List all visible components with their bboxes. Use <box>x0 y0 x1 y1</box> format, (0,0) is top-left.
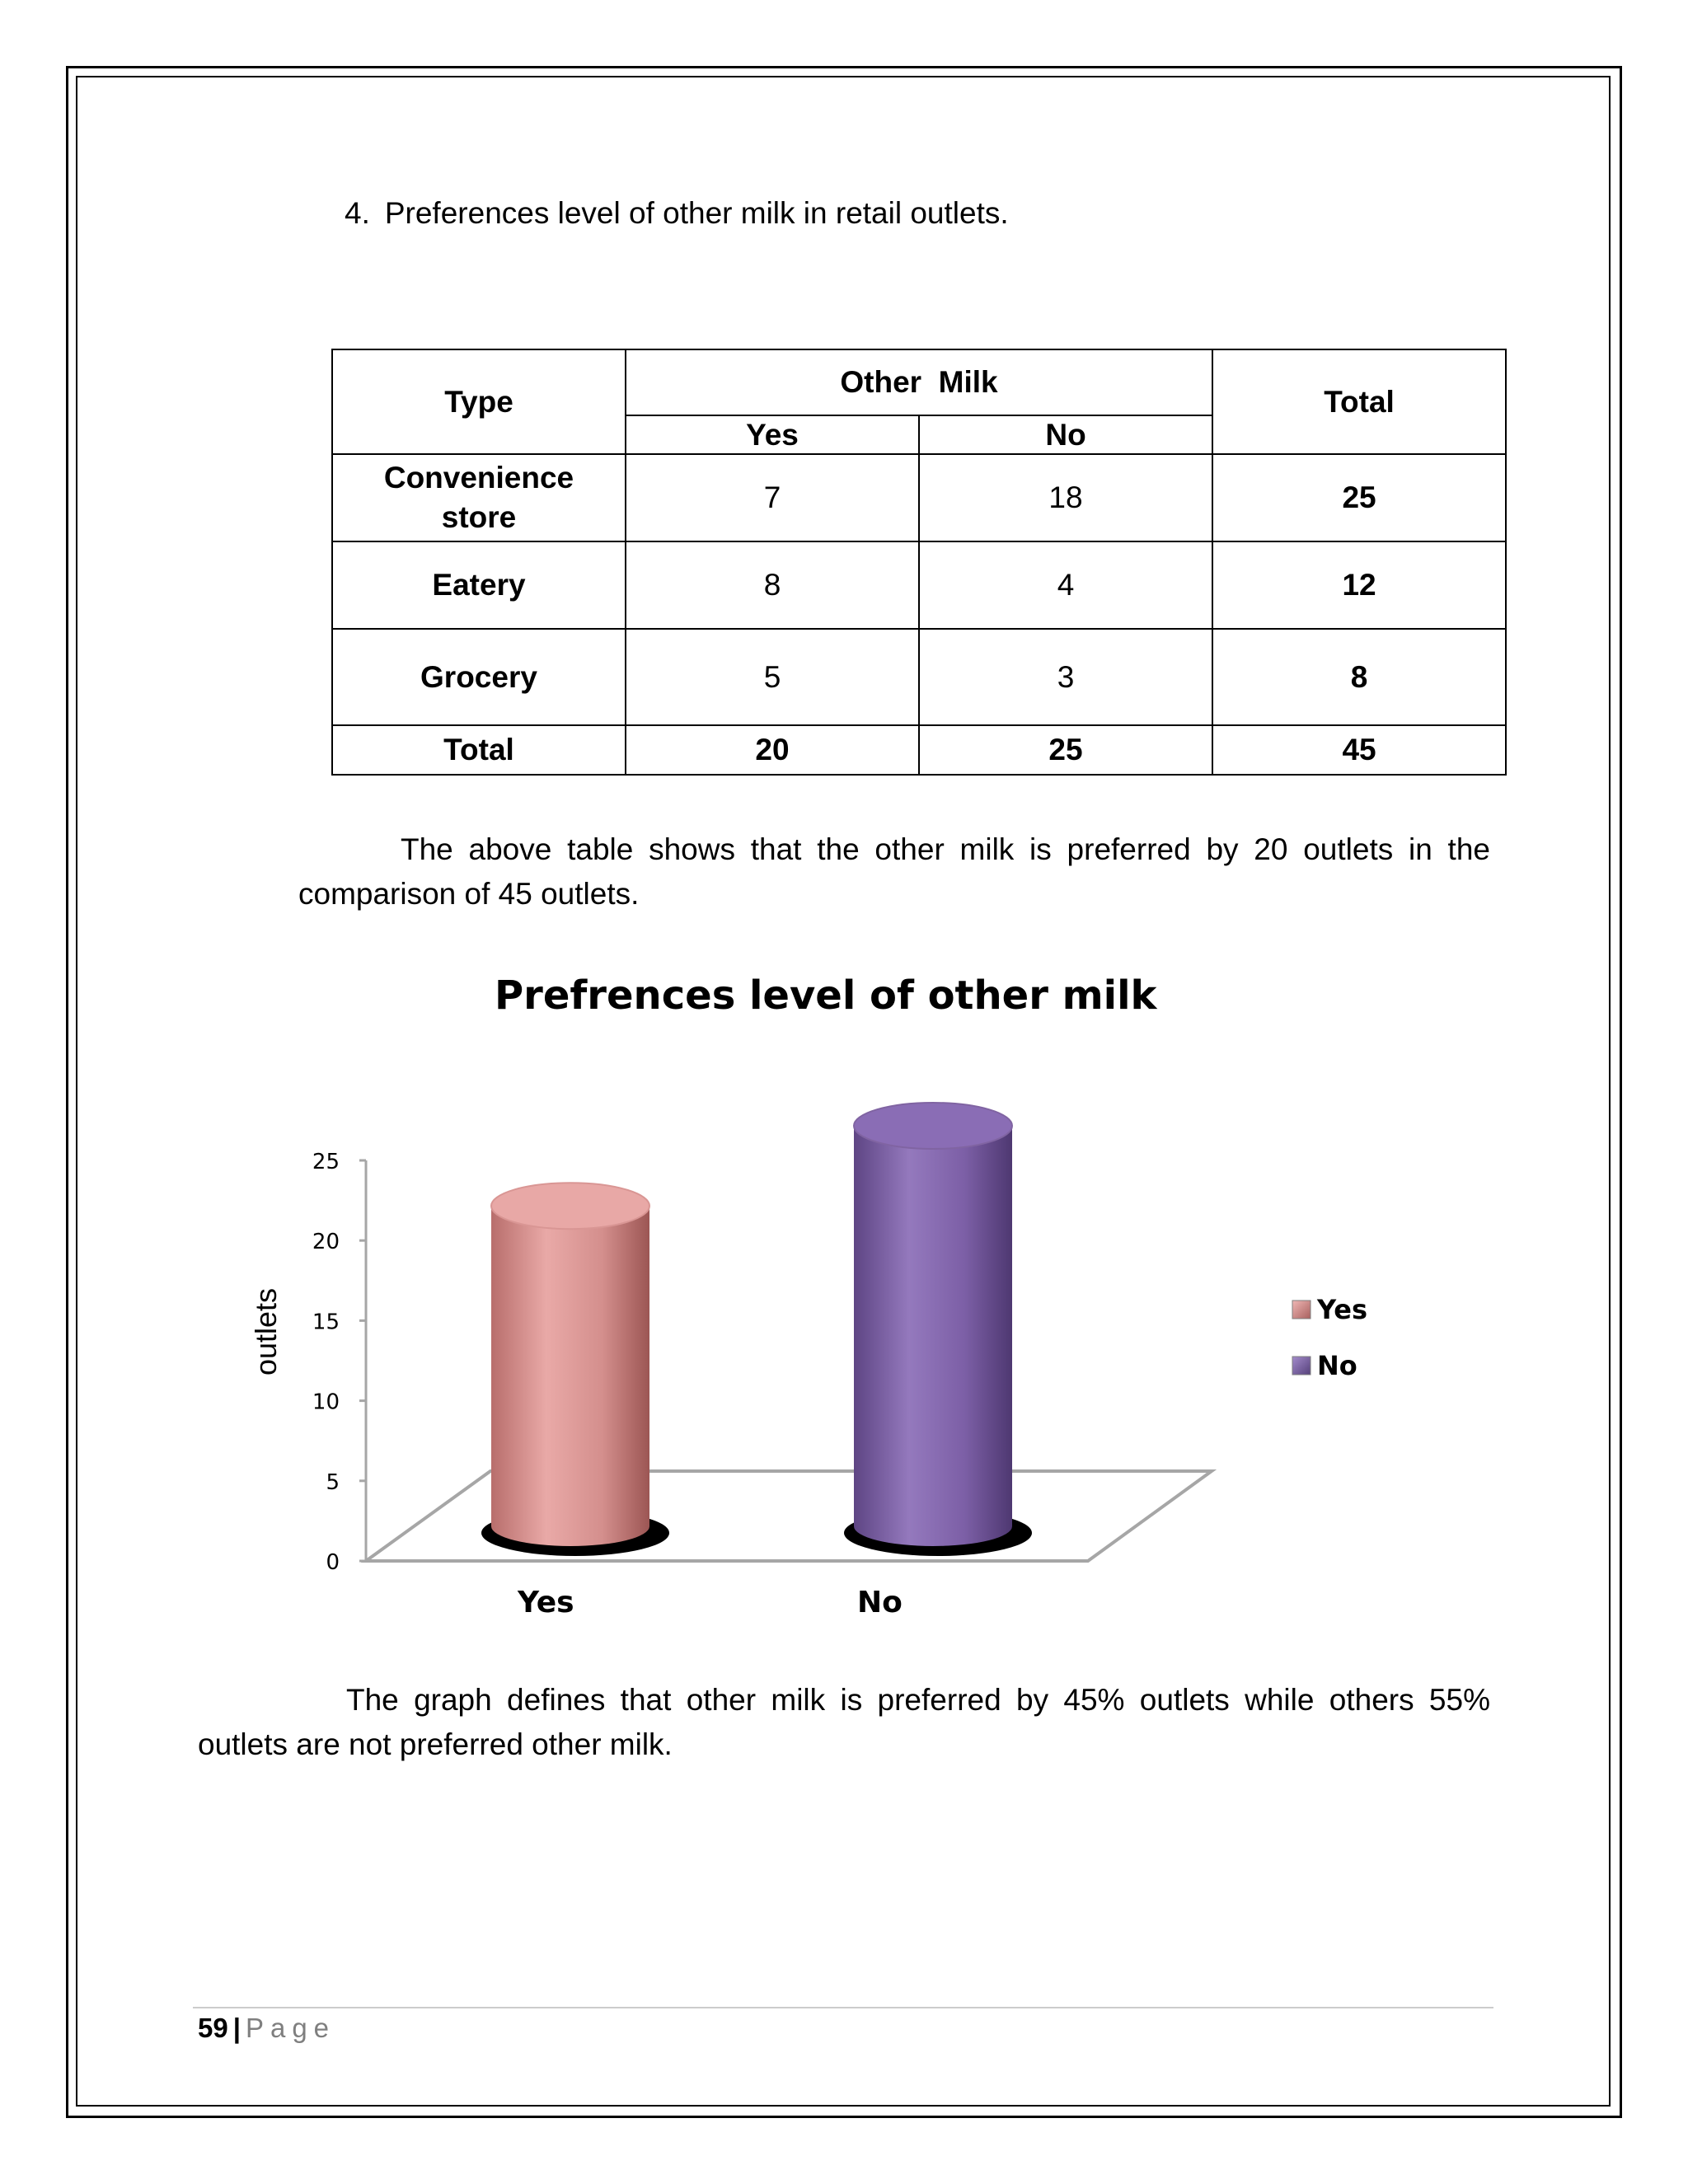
legend-label-yes: Yes <box>1317 1294 1367 1325</box>
x-tick-label: No <box>857 1586 903 1619</box>
legend-swatch-yes <box>1292 1301 1311 1319</box>
y-tick-label: 0 <box>326 1550 340 1575</box>
table-row <box>332 454 1506 541</box>
heading-number: 4. <box>345 196 370 230</box>
y-tick-label: 5 <box>326 1469 340 1495</box>
chart-title: Prefrences level of other milk <box>495 972 1157 1019</box>
preferences-table <box>331 349 1507 776</box>
footer-divider <box>193 2007 1493 2008</box>
bar-chart <box>231 1071 1467 1632</box>
row-yes: 8 <box>626 541 919 629</box>
page-footer <box>198 2013 335 2044</box>
table-row <box>332 541 1506 629</box>
row-yes: 7 <box>626 454 919 541</box>
header-total: Total <box>1212 349 1506 454</box>
header-type: Type <box>332 349 626 454</box>
bar-cap <box>854 1103 1012 1149</box>
legend-swatch-no <box>1292 1357 1311 1375</box>
row-no: 3 <box>919 629 1212 725</box>
header-no: No <box>919 415 1212 454</box>
total-label: Total <box>332 725 626 775</box>
y-tick-label: 10 <box>312 1390 340 1415</box>
bar-yes <box>481 1183 669 1556</box>
x-tick-label: Yes <box>518 1586 574 1619</box>
legend <box>1292 1294 1367 1381</box>
table-row <box>332 629 1506 725</box>
bar-body <box>491 1206 649 1546</box>
header-yes: Yes <box>626 415 919 454</box>
section-heading <box>345 196 1009 231</box>
total-total: 45 <box>1212 725 1506 775</box>
page-number: 59 <box>198 2013 228 2043</box>
total-yes: 20 <box>626 725 919 775</box>
row-no: 18 <box>919 454 1212 541</box>
row-type: Eatery <box>332 541 626 629</box>
row-total: 8 <box>1212 629 1506 725</box>
legend-label-no: No <box>1317 1350 1357 1381</box>
y-axis-label: outlets <box>249 1287 283 1376</box>
footer-separator: | <box>232 2013 241 2043</box>
row-type: Grocery <box>332 629 626 725</box>
bar-cap <box>491 1183 649 1229</box>
total-no: 25 <box>919 725 1212 775</box>
y-tick-label: 20 <box>312 1230 340 1255</box>
row-type: Convenience store <box>332 454 626 541</box>
paragraph-table-summary: The above table shows that the other milk is preferred by 20 outlets in the comparison of 45 outlets. <box>298 832 1490 911</box>
header-other-milk: Other Milk <box>626 349 1212 415</box>
footer-page-word: Page <box>245 2013 336 2043</box>
row-total: 12 <box>1212 541 1506 629</box>
row-no: 4 <box>919 541 1212 629</box>
y-tick-label: 15 <box>312 1310 340 1335</box>
paragraph-graph-summary: The graph defines that other milk is preferred by 45% outlets while others 55% outlets are not preferred other milk. <box>198 1683 1490 1761</box>
bar-body <box>854 1126 1012 1546</box>
row-yes: 5 <box>626 629 919 725</box>
row-total: 25 <box>1212 454 1506 541</box>
y-tick-label: 25 <box>312 1150 340 1174</box>
table-total-row <box>332 725 1506 775</box>
heading-text: Preferences level of other milk in retail outlets. <box>384 196 1009 230</box>
bar-no <box>844 1103 1032 1556</box>
